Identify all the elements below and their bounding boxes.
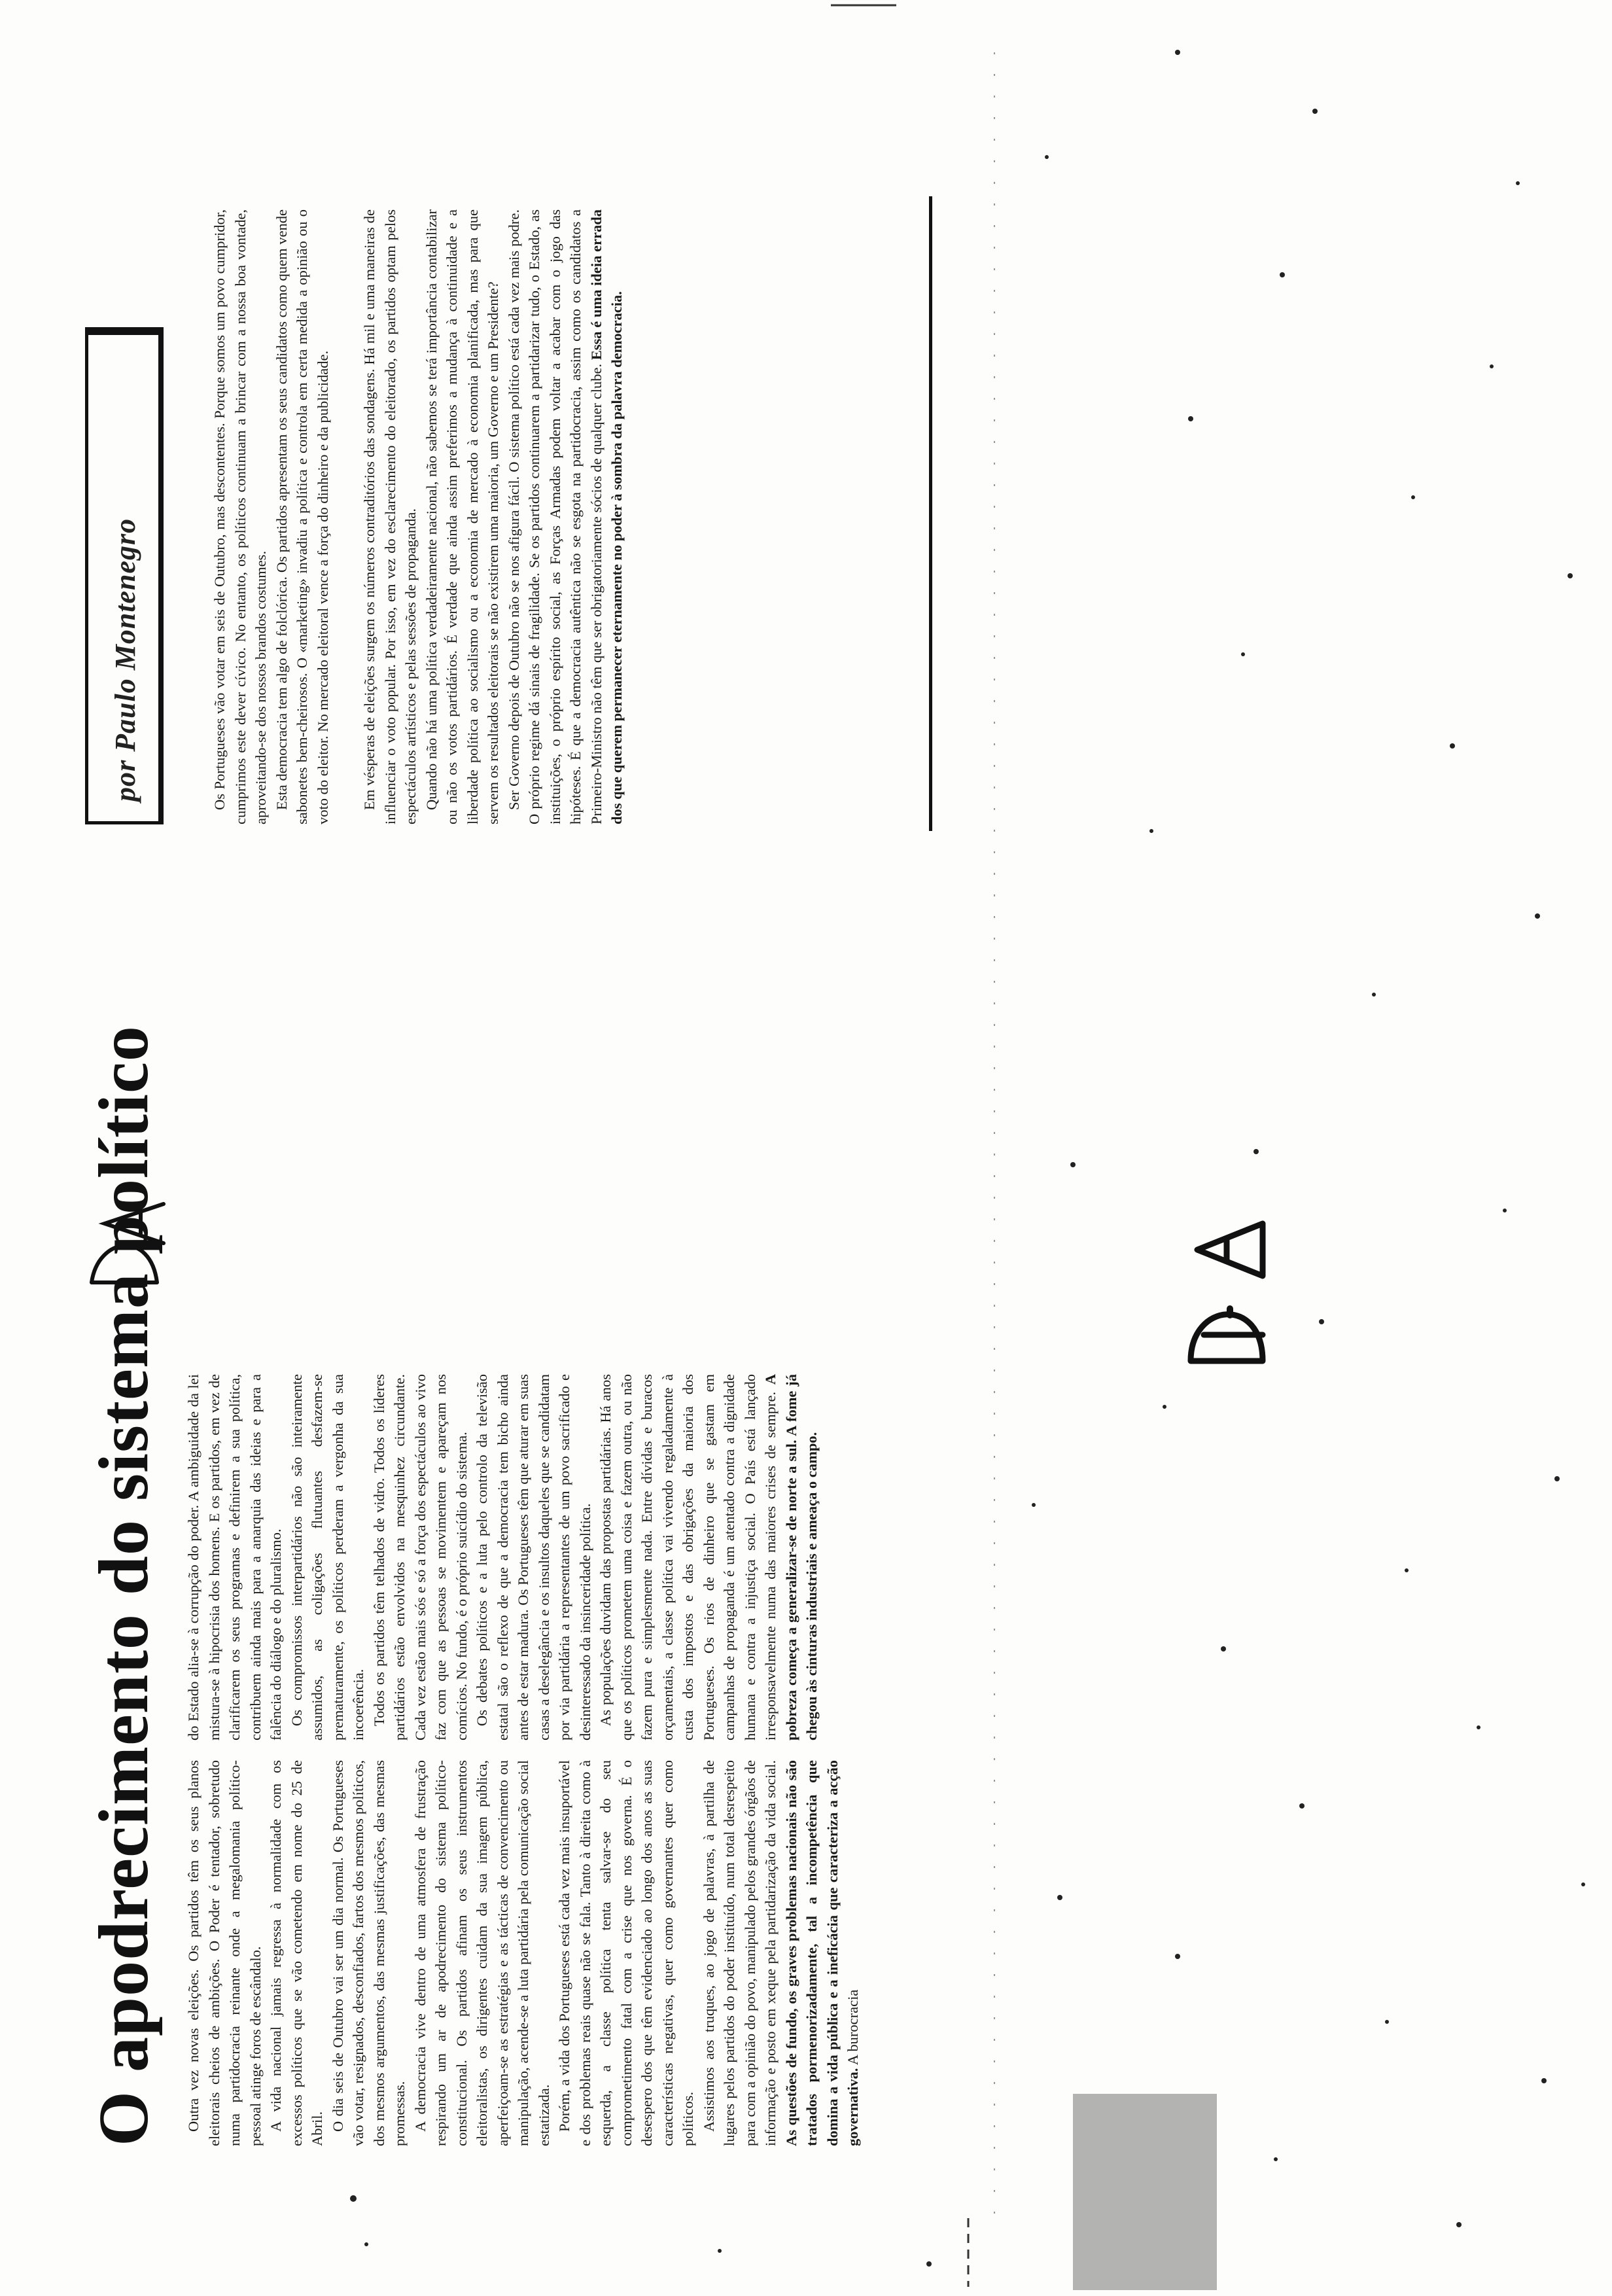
bold-text: Essa é uma ideia errada dos que querem permanecer eternamente no poder à sombra da palavra democracia. (587, 209, 625, 824)
paragraph: A vida nacional jamais regressa à normalidade com os excessos políticos que se vão cometendo em nome do 25 de Abril. (268, 1760, 325, 2146)
handwritten-initials (79, 1191, 177, 1296)
paragraph: O dia seis de Outubro vai ser um dia normal. Os Portugueses vão votar, resignados, desconfiados, fartos dos mesmos políticos, dos mesmos argumentos, das mesmas justificações, das mesmas promessas. (329, 1760, 408, 2146)
column-rule (929, 196, 932, 831)
article-column-3 (209, 209, 949, 824)
paragraph-text: Assistimos aos truques, ao jogo de palavras, à partilha de lugares pelos partidos do poder instituído, num total desrespeito para com a opinião do povo, manipulado pelos grandes órgãos de informação e posto em xeque pela partidarização da vida social. (700, 1760, 779, 2146)
bold-text: As questões de fundo, os graves problemas nacionais não são tratados pormenorizadamente, tal a incompetência que domina a vida pública e a ineficácia que caracteriza a acção governativa. (782, 1760, 861, 2146)
newspaper-article (85, 105, 936, 2146)
article-column-2 (183, 1374, 922, 1740)
paragraph (595, 1374, 822, 1740)
author-box (85, 327, 164, 824)
bold-text: A pobreza começa a generalizar-se de norte a sul. A fome já chegou às cinturas industriais e ameaça o campo. (762, 1374, 820, 1740)
author-byline: por Paulo Montenegro (109, 518, 141, 802)
paragraph-text: A burocracia (845, 1989, 861, 2066)
paragraph (504, 209, 627, 824)
article-column-1 (183, 1760, 922, 2146)
paragraph: Em vésperas de eleições surgem os números contraditórios das sondagens. Há mil e uma maneiras de influenciar o voto popular. Por isso, em vez do esclarecimento do eleitorado, os partidos optam pelos espectáculos artísticos e pelas sessões de propaganda. (361, 209, 419, 824)
paragraph: A democracia vive dentro de uma atmosfera de frustração respirando um ar de apodrecimento do sistema político-constitucional. Os partidos afinam os seus instrumentos eleitoralistas, os dirigentes cuidam da sua imagem pública, aperfeiçoam-se as estratégias e as tácticas de convencimento ou manipulação, acende-se a luta partidária pela comunicação social estatizada. (412, 1760, 552, 2146)
paragraph: Esta democracia tem algo de folclórica. Os partidos apresentam os seus candidatos como quem vende sabonetes bem-cheirosos. O «marketing» invadiu a política e controla em certa medida a opinião ou o voto do eleitor. No mercado eleitoral vence a força do dinheiro e da publicidade. (273, 209, 331, 824)
paragraph: Os compromissos interpartidários não são inteiramente assumidos, as coligações flutuantes desfazem-se prematuramente, os políticos perderam a vergonha da sua incoerência. (288, 1374, 366, 1740)
paragraph-text: Ser Governo depois de Outubro não se nos afigura fácil. O sistema político está cada vez mais podre. O próprio regime dá sinais de fragilidade. Se os partidos continuarem a partidarizar tudo, o Estado, as instituições, o próprio espírito social, as Forças Armadas podem voltar a acabar com o jogo das hipóteses. É que a democracia autêntica não se esgota na partidocracia, assim como os candidatos a Primeiro-Ministro não têm que ser obrigatoriamente sócios de qualquer clube. (505, 209, 604, 824)
paragraph: Os Portugueses vão votar em seis de Outubro, mas descontentes. Porque somos um povo cumpridor, cumprimos este dever cívico. No entanto, os políticos continuam a brincar com a nossa boa vontade, aproveitando-se dos nossos brandos costumes. (211, 209, 269, 824)
paragraph-text: As populações duvidam das propostas partidárias. Há anos que os políticos prometem uma coisa e fazem outra, ou não fazem pura e simplesmente nada. Entre dívidas e buracos orçamentais, a classe política vai vivendo regaladamente à custa dos impostos e das obrigações da maioria dos Portugueses. Os rios de dinheiro que se gastam em campanhas de propaganda é um atentado contra a dignidade humana e contra a injustiça social. O País está lançado irresponsavelmente numa das maiores crises de sempre. (597, 1374, 779, 1740)
paragraph: do Estado alia-se à corrupção do poder. A ambiguidade da lei mistura-se à hipocrisia dos homens. E os partidos, em vez de clarificarem os seus programas e definirem a sua política, contribuem ainda mais para a anarquia das ideias e para a falência do diálogo e do pluralismo. (185, 1374, 284, 1740)
paragraph: Todos os partidos têm telhados de vidro. Todos os líderes partidários estão envolvidos na mesquinhez circundante. Cada vez estão mais sós e só a força dos espectáculos ao vivo faz com que as pessoas se movimentem e apareçam nos comícios. No fundo, é o próprio suicídio do sistema. (370, 1374, 470, 1740)
paragraph: Porém, a vida dos Portugueses está cada vez mais insuportável e dos problemas reais quase não se fala. Tanto à direita como à esquerda, a classe política tenta salvar-se do seu comprometimento fatal com a crise que nos governa. É o desespero dos que têm evidenciado ao longo dos anos as suas características negativas, quer como governantes quer como políticos. (556, 1760, 696, 2146)
paragraph: Quando não há uma política verdadeiramente nacional, não sabemos se terá importância contabilizar ou não os votos partidários. É verdade que ainda assim preferimos a mudança à continuidade e a liberdade política ao socialismo ou a economia de mercado à economia planificada, mas para que servem os resultados eleitorais se não existirem uma maioria, um Governo e um Presidente? (423, 209, 501, 824)
handwritten-signature (1165, 1210, 1282, 1394)
paragraph: Os debates políticos e a luta pelo controlo da televisão estatal são o reflexo de que a democracia tem bicho ainda antes de estar madura. Os Portugueses têm que aturar em suas casas a deselegância e os insultos daqueles que se candidatam por via partidária a representantes de um povo sacrificado e desinteressado da insinceridade política. (474, 1374, 593, 1740)
paragraph (699, 1760, 864, 2146)
paragraph: Outra vez novas eleições. Os partidos têm os seus planos eleitorais cheios de ambições. O Poder é tentador, sobretudo numa partidocracia reinante onde a megalomania político-pessoal atinge foros de escândalo. (185, 1760, 264, 2146)
article-headline: O apodrecimento do sistema político (85, 1025, 163, 2146)
